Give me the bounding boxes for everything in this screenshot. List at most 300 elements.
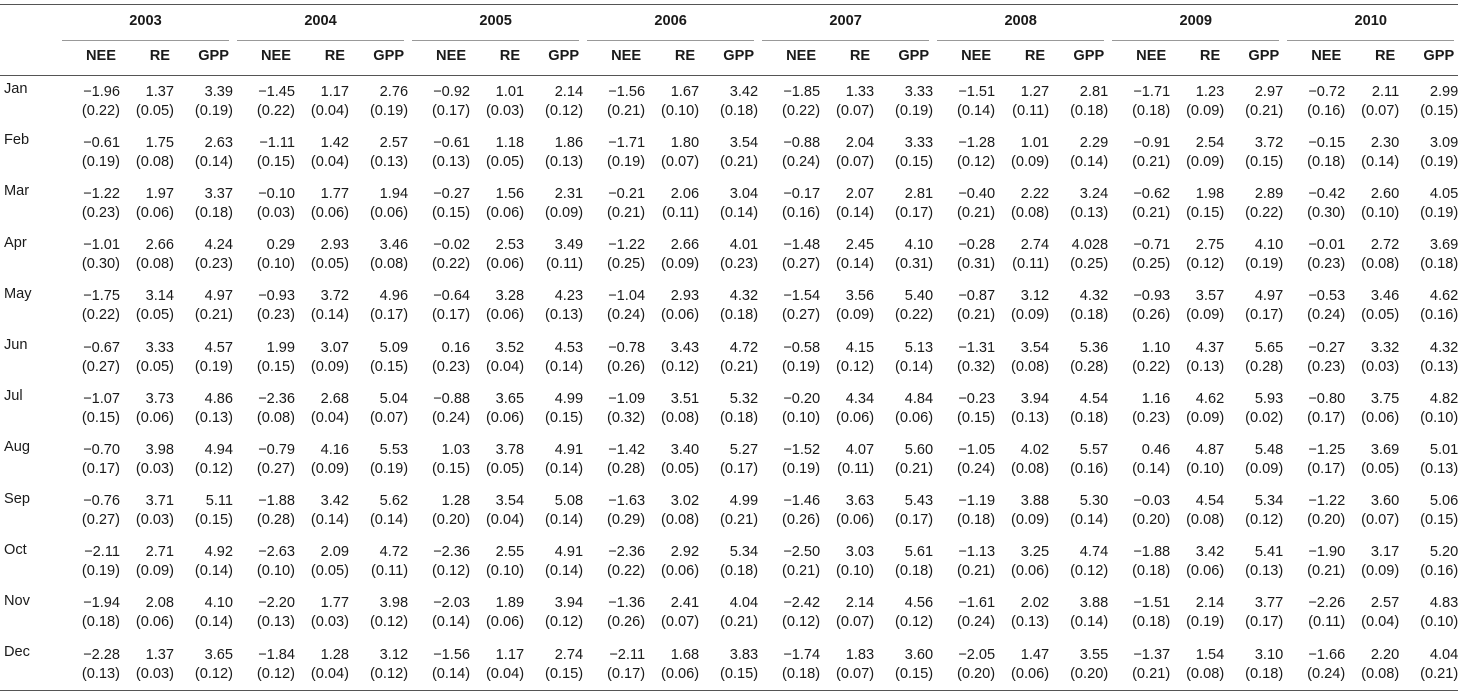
cell-value: 3.46 [1370,288,1400,305]
table-cell [699,639,758,691]
table-cell [699,281,758,332]
cell-std-error: (0.08) [660,409,700,426]
cell-value: 4.32 [1429,339,1458,356]
cell-std-error: (0.15) [957,409,996,426]
cell-std-error: (0.19) [1186,614,1225,631]
cell-value: 2.63 [204,134,234,151]
table-cell [120,537,174,588]
cell-std-error: (0.11) [1012,102,1050,119]
cell-std-error: (0.19) [1420,153,1458,170]
cell-value: 2.89 [1254,185,1284,202]
cell-std-error: (0.17) [431,102,471,119]
cell-value: 3.55 [1079,646,1109,663]
table-cell [174,76,233,128]
table-cell [874,76,933,128]
metric-header-nee: NEE [933,37,995,76]
table-cell [820,230,874,281]
cell-value: −0.67 [83,339,120,356]
cell-value: 4.72 [729,339,759,356]
table-cell [583,332,645,383]
cell-std-error: (0.10) [256,256,296,273]
cell-value: 3.04 [729,185,759,202]
cell-std-error: (0.31) [957,256,996,273]
table-cell [1283,230,1345,281]
cell-std-error: (0.10) [782,409,821,426]
cell-value: −0.53 [1308,288,1346,305]
table-row [0,127,1458,178]
table-cell [524,434,583,485]
table-cell [933,127,995,178]
cell-std-error: (0.14) [194,563,234,580]
table-cell [470,178,524,229]
cell-std-error: (0.21) [1245,102,1284,119]
table-cell [470,588,524,639]
table-cell [1345,383,1399,434]
cell-value: −1.63 [608,493,646,510]
table-cell [470,434,524,485]
cell-value: 4.37 [1195,339,1225,356]
table-cell [820,178,874,229]
table-cell [1224,537,1283,588]
cell-std-error: (0.26) [782,512,821,529]
cell-std-error: (0.21) [1307,563,1346,580]
year-header-row [0,5,1458,38]
cell-value: 4.23 [554,288,584,305]
cell-value: −0.61 [433,134,471,151]
cell-std-error: (0.19) [1420,204,1458,221]
cell-value: −1.22 [608,237,646,254]
table-body [0,76,1458,691]
table-cell [820,639,874,691]
cell-std-error: (0.19) [369,102,409,119]
cell-std-error: (0.18) [1245,665,1284,682]
cell-std-error: (0.06) [135,409,174,426]
cell-value: −1.25 [1308,441,1346,458]
cell-value: 3.69 [1429,237,1458,254]
table-cell [645,383,699,434]
year-header [1283,5,1458,38]
year-underline [412,40,579,41]
table-row [0,281,1458,332]
metric-header-gpp: GPP [1399,37,1458,76]
table-cell [874,383,933,434]
cell-value: 1.27 [1020,83,1050,100]
cell-std-error: (0.13) [1420,460,1458,477]
cell-value: 1.77 [320,185,350,202]
table-cell [820,588,874,639]
cell-std-error: (0.25) [1070,256,1109,273]
cell-value: 2.68 [320,390,350,407]
cell-std-error: (0.17) [606,665,646,682]
cell-std-error: (0.20) [1307,512,1346,529]
cell-std-error: (0.30) [81,256,120,273]
table-cell [58,230,120,281]
table-cell [1399,332,1458,383]
cell-value: 2.75 [1195,237,1225,254]
year-underline [237,40,404,41]
table-cell [349,588,408,639]
table-cell [933,76,995,128]
table-cell [1283,178,1345,229]
cell-value: 3.51 [670,390,700,407]
table-cell [174,537,233,588]
table-cell [1345,639,1399,691]
cell-std-error: (0.04) [485,512,525,529]
cell-std-error: (0.11) [1012,256,1050,273]
cell-value: 0.46 [1141,441,1171,458]
cell-std-error: (0.13) [1070,204,1109,221]
table-cell [408,537,470,588]
cell-std-error: (0.23) [720,256,759,273]
cell-std-error: (0.18) [1307,153,1346,170]
cell-std-error: (0.15) [1420,102,1458,119]
table-cell [120,588,174,639]
metric-header-gpp: GPP [699,37,758,76]
cell-value: 4.86 [204,390,234,407]
cell-value: −0.15 [1308,134,1346,151]
cell-value: 1.98 [1195,185,1225,202]
table-cell [524,639,583,691]
cell-value: −0.93 [258,288,296,305]
cell-value: 4.10 [204,595,234,612]
cell-std-error: (0.14) [544,563,584,580]
table-cell [295,486,349,537]
table-cell [1170,486,1224,537]
cell-std-error: (0.15) [194,512,234,529]
cell-std-error: (0.06) [836,512,875,529]
cell-std-error: (0.03) [1361,358,1400,375]
table-cell [1283,76,1345,128]
cell-value: 1.47 [1020,646,1050,663]
table-cell [758,332,820,383]
table-cell [1345,332,1399,383]
table-cell [58,383,120,434]
cell-std-error: (0.08) [660,512,700,529]
month-label: Feb [4,132,30,149]
table-cell [820,76,874,128]
table-cell [699,332,758,383]
table-cell [524,383,583,434]
cell-value: −1.51 [958,83,996,100]
cell-value: 3.43 [670,339,700,356]
table-cell [933,383,995,434]
cell-value: −2.50 [783,544,821,561]
table-cell [58,281,120,332]
table-cell [1049,486,1108,537]
cell-std-error: (0.11) [371,563,409,580]
cell-value: 5.08 [554,493,584,510]
metric-header-re: RE [645,37,699,76]
cell-std-error: (0.21) [194,307,234,324]
cell-value: −1.04 [608,288,646,305]
metric-header-re: RE [120,37,174,76]
table-cell [470,486,524,537]
cell-std-error: (0.26) [606,358,646,375]
cell-std-error: (0.06) [660,665,700,682]
table-cell [645,230,699,281]
cell-std-error: (0.15) [431,460,471,477]
cell-value: 4.62 [1195,390,1225,407]
cell-std-error: (0.15) [256,153,296,170]
table-cell [1399,588,1458,639]
cell-std-error: (0.09) [1186,153,1225,170]
cell-value: 5.27 [729,441,759,458]
cell-std-error: (0.05) [1361,460,1400,477]
cell-std-error: (0.24) [1307,665,1346,682]
cell-std-error: (0.12) [431,563,471,580]
cell-std-error: (0.03) [135,460,174,477]
cell-value: 1.01 [495,83,525,100]
table-cell [120,486,174,537]
table-cell [233,230,295,281]
cell-value: −0.70 [83,441,120,458]
cell-value: −2.11 [609,646,646,663]
table-cell [758,76,820,128]
cell-std-error: (0.07) [1361,512,1400,529]
cell-value: 2.14 [554,83,584,100]
cell-std-error: (0.22) [81,307,120,324]
table-cell [295,588,349,639]
cell-std-error: (0.05) [135,102,174,119]
cell-value: 3.94 [554,595,584,612]
metric-header-re: RE [1345,37,1399,76]
table-cell [995,434,1049,485]
cell-std-error: (0.06) [1361,409,1400,426]
cell-value: 4.04 [1429,646,1458,663]
cell-value: −0.03 [1133,493,1171,510]
cell-std-error: (0.28) [606,460,646,477]
table-cell [349,178,408,229]
cell-value: 4.87 [1195,441,1225,458]
cell-value: 2.11 [1371,83,1400,100]
cell-value: −0.58 [783,339,821,356]
cell-std-error: (0.14) [544,358,584,375]
cell-value: 5.62 [379,493,409,510]
cell-std-error: (0.18) [895,563,934,580]
table-cell [874,639,933,691]
table-cell [524,127,583,178]
cell-value: −1.46 [783,493,821,510]
table-cell [1224,434,1283,485]
cell-std-error: (0.18) [1420,256,1458,273]
cell-value: 1.17 [495,646,525,663]
cell-std-error: (0.25) [1132,256,1171,273]
cell-value: −1.96 [83,83,120,100]
cell-std-error: (0.13) [369,153,409,170]
cell-value: 3.42 [320,493,350,510]
cell-std-error: (0.08) [1011,204,1050,221]
cell-value: 3.37 [204,185,234,202]
table-row [0,639,1458,691]
cell-std-error: (0.19) [606,153,646,170]
cell-value: 1.18 [495,134,525,151]
cell-std-error: (0.07) [660,153,700,170]
cell-value: −0.62 [1133,185,1171,202]
table-cell [1049,281,1108,332]
cell-value: 4.92 [204,544,234,561]
cell-std-error: (0.08) [135,153,174,170]
table-cell [933,588,995,639]
table-cell [645,639,699,691]
cell-value: 3.28 [495,288,525,305]
cell-std-error: (0.18) [1132,614,1171,631]
table-cell [120,332,174,383]
cell-value: −1.51 [1133,595,1171,612]
cell-std-error: (0.07) [836,665,875,682]
cell-value: −1.28 [958,134,996,151]
cell-std-error: (0.21) [720,153,759,170]
cell-value: −1.22 [1308,493,1346,510]
cell-std-error: (0.11) [1308,614,1346,631]
cell-value: 3.39 [204,83,234,100]
table-cell [1224,230,1283,281]
month-label: Jun [4,336,28,353]
cell-value: 4.01 [729,237,759,254]
cell-std-error: (0.05) [485,153,525,170]
cell-value: −0.78 [608,339,646,356]
table-cell [1170,434,1224,485]
table-cell [1049,230,1108,281]
cell-std-error: (0.14) [1070,614,1109,631]
cell-value: 4.83 [1429,595,1458,612]
table-cell [1399,281,1458,332]
cell-value: 4.028 [1071,237,1109,254]
cell-std-error: (0.04) [310,102,350,119]
cell-value: 1.33 [845,83,875,100]
cell-std-error: (0.12) [256,665,296,682]
table-cell [1399,639,1458,691]
cell-std-error: (0.07) [369,409,409,426]
cell-value: −0.88 [783,134,821,151]
table-cell [933,332,995,383]
cell-std-error: (0.06) [1011,665,1050,682]
cell-std-error: (0.20) [957,665,996,682]
table-row [0,76,1458,128]
cell-std-error: (0.09) [310,358,350,375]
cell-value: 4.74 [1079,544,1109,561]
cell-std-error: (0.17) [1245,307,1284,324]
cell-std-error: (0.23) [1307,256,1346,273]
cell-std-error: (0.06) [1011,563,1050,580]
table-cell [295,127,349,178]
table-cell [933,434,995,485]
table-cell [1049,588,1108,639]
cell-value: 5.40 [904,288,934,305]
table-row [0,486,1458,537]
cell-std-error: (0.18) [782,665,821,682]
cell-value: 4.05 [1429,185,1458,202]
cell-std-error: (0.08) [369,256,409,273]
table-cell [820,383,874,434]
metric-header-nee: NEE [1283,37,1345,76]
cell-value: −2.26 [1308,595,1346,612]
table-cell [699,230,758,281]
table-cell [233,639,295,691]
table-cell [874,281,933,332]
year-underline [587,40,754,41]
table-cell [1399,127,1458,178]
cell-value: 1.77 [320,595,350,612]
cell-value: 3.75 [1370,390,1400,407]
corner-cell [0,5,58,38]
cell-std-error: (0.22) [1132,358,1171,375]
table-cell [995,383,1049,434]
table-cell [1399,76,1458,128]
cell-value: 5.30 [1079,493,1109,510]
table-cell [1399,537,1458,588]
cell-value: 1.83 [845,646,875,663]
cell-value: 5.48 [1254,441,1284,458]
table-cell [874,588,933,639]
cell-std-error: (0.10) [256,563,296,580]
cell-std-error: (0.06) [660,307,700,324]
cell-value: 4.15 [845,339,875,356]
table-cell [933,486,995,537]
table-cell [583,281,645,332]
cell-value: 1.42 [320,134,350,151]
table-cell [1049,76,1108,128]
cell-std-error: (0.15) [1420,512,1458,529]
cell-value: 2.41 [670,595,700,612]
cell-std-error: (0.18) [81,614,120,631]
cell-std-error: (0.18) [1070,409,1109,426]
cell-value: 3.54 [729,134,759,151]
table-cell [1224,178,1283,229]
cell-value: 4.57 [204,339,234,356]
cell-value: 0.16 [441,339,471,356]
table-cell [1108,639,1170,691]
cell-value: −1.88 [258,493,296,510]
table-cell [470,332,524,383]
cell-value: 3.40 [670,441,700,458]
cell-value: 3.49 [554,237,584,254]
cell-std-error: (0.08) [135,256,174,273]
cell-value: 4.91 [554,544,584,561]
table-cell [1108,76,1170,128]
cell-std-error: (0.13) [431,153,471,170]
cell-std-error: (0.28) [1070,358,1109,375]
cell-std-error: (0.17) [1307,409,1346,426]
cell-value: 2.81 [1079,83,1109,100]
cell-value: 4.53 [554,339,584,356]
cell-value: 3.17 [1370,544,1400,561]
cell-std-error: (0.24) [1307,307,1346,324]
table-cell [349,383,408,434]
cell-std-error: (0.05) [1361,307,1400,324]
cell-value: −1.66 [1308,646,1346,663]
cell-value: 2.55 [495,544,525,561]
cell-std-error: (0.24) [606,307,646,324]
cell-value: 5.32 [729,390,759,407]
cell-std-error: (0.12) [1070,563,1109,580]
month-label: Jul [4,388,23,405]
table-cell [583,383,645,434]
cell-std-error: (0.27) [782,256,821,273]
cell-std-error: (0.22) [895,307,934,324]
cell-value: −0.64 [433,288,471,305]
table-cell [120,383,174,434]
cell-std-error: (0.09) [1186,102,1225,119]
cell-std-error: (0.05) [310,563,350,580]
cell-std-error: (0.14) [194,614,234,631]
table-cell [645,281,699,332]
cell-value: 4.07 [845,441,875,458]
table-cell [120,434,174,485]
cell-std-error: (0.08) [1361,256,1400,273]
cell-std-error: (0.10) [1186,460,1225,477]
metric-header-re: RE [470,37,524,76]
cell-std-error: (0.09) [660,256,700,273]
